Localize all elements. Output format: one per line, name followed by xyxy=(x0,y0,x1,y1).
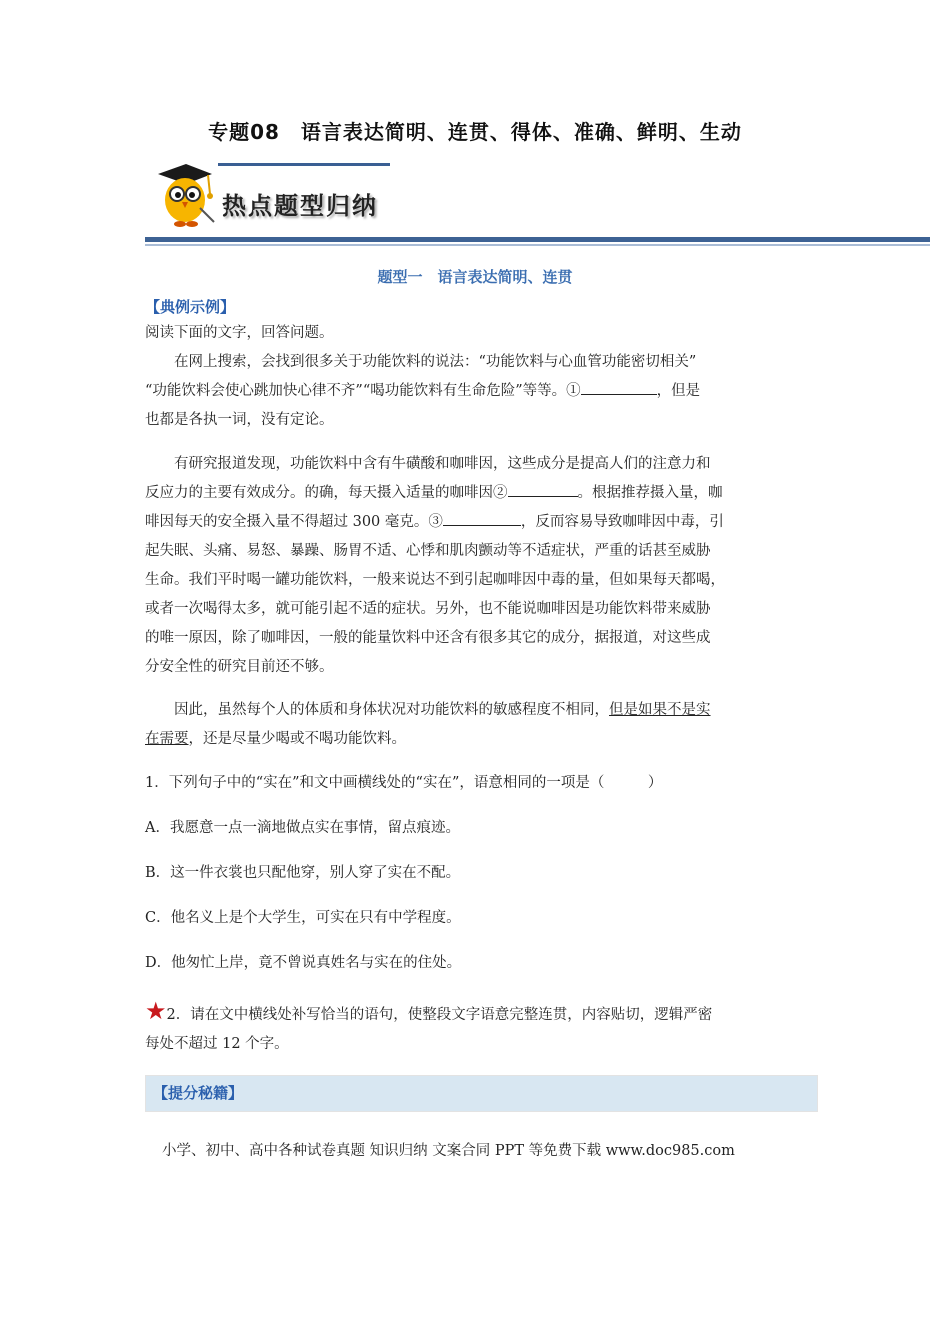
passage-line: 在网上搜索，会找到很多关于功能饮料的说法：“功能饮料与心血管功能密切相关” xyxy=(174,354,697,370)
blank-2 xyxy=(508,482,578,498)
underlined-text: 但是如果不是实 xyxy=(609,702,711,718)
passage-line xyxy=(145,479,805,508)
banner-rule xyxy=(145,237,930,242)
passage-text: 。根据推荐摄入量，咖 xyxy=(577,485,723,501)
passage-text: ，反而容易导致咖啡因中毒，引 xyxy=(520,514,724,530)
example-label: 【典例示例】 xyxy=(145,298,236,316)
passage-line: 或者一次喝得太多，就可能引起不适的症状。另外，也不能说咖啡因是功能饮料带来威胁 xyxy=(145,601,711,617)
blank-1 xyxy=(581,380,657,396)
passage-line: 也都是各执一词，没有定论。 xyxy=(145,412,334,428)
passage-line: 每处不超过 12 个字。 xyxy=(145,1036,289,1052)
passage-line: 的唯一原因，除了咖啡因，一般的能量饮料中还含有很多其它的成分，据报道，对这些成 xyxy=(145,630,711,646)
question-2 xyxy=(145,997,825,1059)
option-a: A．我愿意一点一滴地做点实在事情，留点痕迹。 xyxy=(145,820,460,836)
passage-line: 有研究报道发现，功能饮料中含有牛磺酸和咖啡因，这些成分是提高人们的注意力和 xyxy=(174,456,711,472)
passage-line xyxy=(145,696,805,725)
page-title: 专题08 语言表达简明、连贯、得体、准确、鲜明、生动 xyxy=(208,120,742,144)
passage-line xyxy=(145,377,805,406)
passage-text: ，但是 xyxy=(656,383,701,399)
passage-text: ，还是尽量少喝或不喝功能饮料。 xyxy=(188,731,406,747)
intro-text: 阅读下面的文字，回答问题。 xyxy=(145,325,334,341)
passage-text: “功能饮料会使心跳加快心律不齐”“喝功能饮料有生命危险”等等。① xyxy=(145,383,581,399)
banner-rule-light xyxy=(145,244,930,246)
question-1: 1．下列句子中的“实在”和文中画横线处的“实在”，语意相同的一项是（ ） xyxy=(145,775,663,791)
passage-line xyxy=(145,508,805,537)
passage-line xyxy=(145,997,825,1030)
passage-text: 啡因每天的安全摄入量不得超过 300 毫克。③ xyxy=(145,514,443,530)
passage-paragraph-1 xyxy=(145,348,805,435)
section-heading: 题型一 语言表达简明、连贯 xyxy=(377,268,573,286)
owl-graduate-icon xyxy=(150,160,216,230)
option-d: D．他匆忙上岸，竟不曾说真姓名与实在的住处。 xyxy=(145,955,462,971)
star-icon: ★ xyxy=(145,997,167,1025)
tip-box xyxy=(145,1075,818,1112)
passage-line xyxy=(145,725,805,754)
question-text: 2．请在文中横线处补写恰当的语句，使整段文字语意完整连贯，内容贴切，逻辑严密 xyxy=(166,1007,713,1023)
blank-3 xyxy=(443,511,521,527)
underlined-text: 在需要 xyxy=(145,731,189,747)
passage-paragraph-3 xyxy=(145,696,805,754)
passage-line: 起失眠、头痛、易怒、暴躁、肠胃不适、心悸和肌肉颤动等不适症状，严重的话甚至威胁 xyxy=(145,543,711,559)
passage-line: 生命。我们平时喝一罐功能饮料，一般来说达不到引起咖啡因中毒的量，但如果每天都喝， xyxy=(145,572,725,588)
passage-line: 分安全性的研究目前还不够。 xyxy=(145,659,334,675)
banner-title: 热点题型归纳 xyxy=(222,191,378,220)
option-b: B．这一件衣裳也只配他穿，别人穿了实在不配。 xyxy=(145,865,461,881)
option-c: C．他名义上是个大学生，可实在只有中学程度。 xyxy=(145,910,461,926)
passage-paragraph-2 xyxy=(145,450,805,682)
tip-label: 【提分秘籍】 xyxy=(153,1084,244,1102)
passage-text: 反应力的主要有效成分。的确，每天摄入适量的咖啡因② xyxy=(145,485,508,501)
footer-text: 小学、初中、高中各种试卷真题 知识归纳 文案合同 PPT 等免费下载 www.doc985.com xyxy=(162,1143,735,1159)
passage-text: 因此，虽然每个人的体质和身体状况对功能饮料的敏感程度不相同， xyxy=(174,702,609,718)
banner-top-line xyxy=(218,163,390,166)
